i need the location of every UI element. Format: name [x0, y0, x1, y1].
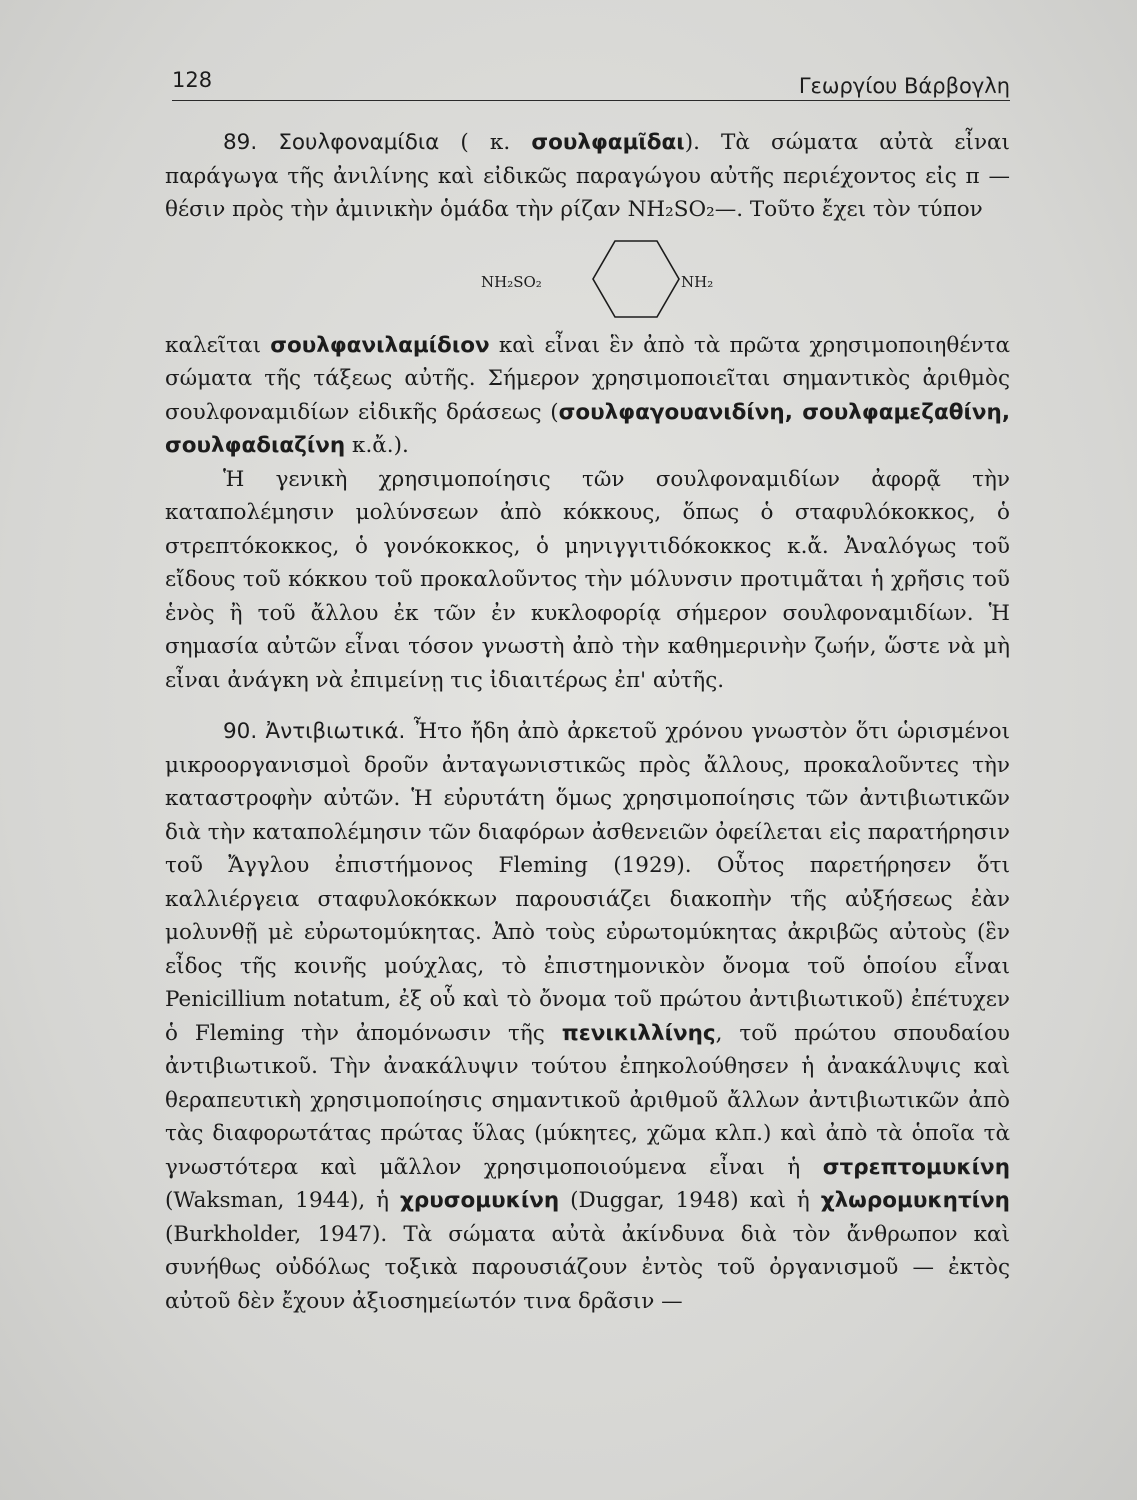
- term-sulfa-list: σουλφαγουανιδίνη, σουλφαμεζαθίνη, σουλφαδιαζίνη: [165, 399, 1010, 458]
- term-soulfamidai: σουλφαμῖδαι: [531, 130, 685, 155]
- page-number: 128: [172, 68, 213, 92]
- section-gap: [165, 697, 1010, 715]
- term-chrysomycin: χρυσομυκίνη: [399, 1188, 560, 1213]
- section-89-paragraph-1: [165, 126, 1010, 227]
- term-soulfanilamidion: σουλφανιλαμίδιον: [270, 332, 490, 358]
- section-90-text-4: (Duggar, 1948) καὶ ἡ: [559, 1188, 821, 1213]
- section-90-paragraph: [165, 715, 1010, 1318]
- term-penicillin: πενικιλλίνης: [561, 1020, 716, 1046]
- section-89-abbr: ( κ.: [439, 130, 532, 155]
- section-89-text-2: καὶ εἶναι ἓν ἀπὸ τὰ πρῶτα χρησιμοποιηθέντα σώματα τῆς τάξεως αὐτῆς. Σήμερον χρησιμοποιεῖται σημαντικὸς ἀριθμὸς σουλφοναμιδίων εἰδικῆς δράσεως (: [165, 332, 1010, 425]
- formula-left-group: NH₂SO₂: [481, 272, 542, 291]
- section-89-paragraph-3: Ἡ γενικὴ χρησιμοποίησις τῶν σουλφοναμιδίων ἀφορᾷ τὴν καταπολέμησιν μολύνσεων ἀπὸ κόκκους, ὅπως ὁ σταφυλόκοκκος, ὁ στρεπτόκοκκος, ὁ γονόκοκκος, ὁ μηνιγγιτιδόκοκκος κ.ἄ. Ἀναλόγως τοῦ εἴδους τοῦ κόκκου τοῦ προκαλοῦντος τὴν μόλυνσιν προτιμᾶται ἡ χρῆσις τοῦ ἑνὸς ἢ τοῦ ἄλλου ἐκ τῶν ἐν κυκλοφορίᾳ σήμερον σουλφοναμιδίων. Ἡ σημασία αὐτῶν εἶναι τόσον γνωστὴ ἀπὸ τὴν καθημερινὴν ζωήν, ὥστε νὰ μὴ εἶναι ἀνάγκη νὰ ἐπιμείνῃ τις ἰδιαιτέρως ἐπ' αὐτῆς.: [165, 466, 1010, 693]
- section-90-title: 90. Ἀντιβιωτικά.: [223, 719, 406, 744]
- section-89-text-1: ). Τὰ σώματα αὐτὰ εἶναι παράγωγα τῆς ἀνιλίνης καὶ εἰδικῶς παραγώγου αὐτῆς περιέχοντος εἰς π — θέσιν πρὸς τὴν ἀμινικὴν ὁμάδα τὴν ρίζαν NH₂SO₂—. Τοῦτο ἔχει τὸν τύπον: [165, 130, 1010, 222]
- term-streptomycin: στρεπτομυκίνη: [822, 1154, 1010, 1180]
- section-90-text-2: , τοῦ πρώτου σπουδαίου ἀντιβιωτικοῦ. Τὴν ἀνακάλυψιν τούτου ἐπηκολούθησεν ἡ ἀνακάλυψις καὶ θεραπευτικὴ χρησιμοποίησις σημαντικοῦ ἀριθμοῦ ἄλλων ἀντιβιωτικῶν ἀπὸ τὰς διαφορωτάτας πρώτας ὕλας (μύκητες, χῶμα κλπ.) καὶ ἀπὸ τὰ ὁποῖα τὰ γνωστότερα καὶ μᾶλλον χρησιμοποιούμενα εἶναι ἡ: [165, 1020, 1010, 1180]
- section-90-text-1: Ἦτο ἤδη ἀπὸ ἀρκετοῦ χρόνου γνωστὸν ὅτι ὡρισμένοι μικροοργανισμοὶ δροῦν ἀνταγωνιστικῶς πρὸς ἄλλους, προκαλοῦντες τὴν καταστροφὴν αὐτῶν. Ἡ εὐρυτάτη ὅμως χρησιμοποίησις τῶν ἀντιβιωτικῶν διὰ τὴν καταπολέμησιν τῶν διαφόρων ἀσθενειῶν ὀφείλεται εἰς παρατήρησιν τοῦ Ἄγγλου ἐπιστήμονος Fleming (1929). Οὗτος παρετήρησεν ὅτι καλλιέργεια σταφυλοκόκκων παρουσιάζει διακοπὴν τῆς αὐξήσεως ἐὰν μολυνθῇ μὲ εὐρωτομύκητας. Ἀπὸ τοὺς εὐρωτομύκητας ἀκριβῶς αὐτοὺς (ἓν εἶδος τῆς κοινῆς μούχλας, τὸ ἐπιστημονικὸν ὄνομα τοῦ ὁποίου εἶναι Penicillium notatum, ἐξ οὗ καὶ τὸ ὄνομα τοῦ πρώτου ἀντιβιωτικοῦ) ἐπέτυχεν ὁ Fleming τὴν ἀπομόνωσιν τῆς: [165, 719, 1010, 1046]
- running-head: Γεωργίου Βάρβογλη: [798, 74, 1010, 98]
- section-90-text-3: (Waksman, 1944), ἡ: [165, 1188, 400, 1213]
- section-89-title: 89. Σουλφοναμίδια: [223, 130, 440, 155]
- section-89-text-3: κ.ἄ.).: [345, 433, 409, 458]
- hexagon-ring: [593, 241, 679, 317]
- section-90-text-5: (Burkholder, 1947). Τὰ σώματα αὐτὰ ἀκίνδυνα διὰ τὸν ἄνθρωπον καὶ συνήθως οὐδόλως τοξικὰ παρουσιάζουν ἐντὸς τοῦ ὀργανισμοῦ — ἐκτὸς αὐτοῦ δὲν ἔχουν ἀξιοσημείωτόν τινα δρᾶσιν —: [165, 1221, 1010, 1314]
- section-89-paragraph-2: [165, 329, 1010, 463]
- benzene-ring-structure: [481, 233, 841, 325]
- chemical-formula: [165, 233, 1010, 325]
- section-89-text-2-pre: καλεῖται: [165, 332, 271, 358]
- term-chloromycetin: χλωρομυκητίνη: [820, 1188, 1010, 1213]
- body-text: [165, 126, 1010, 1318]
- formula-right-group: NH₂: [681, 272, 714, 291]
- page-header: [172, 68, 1010, 101]
